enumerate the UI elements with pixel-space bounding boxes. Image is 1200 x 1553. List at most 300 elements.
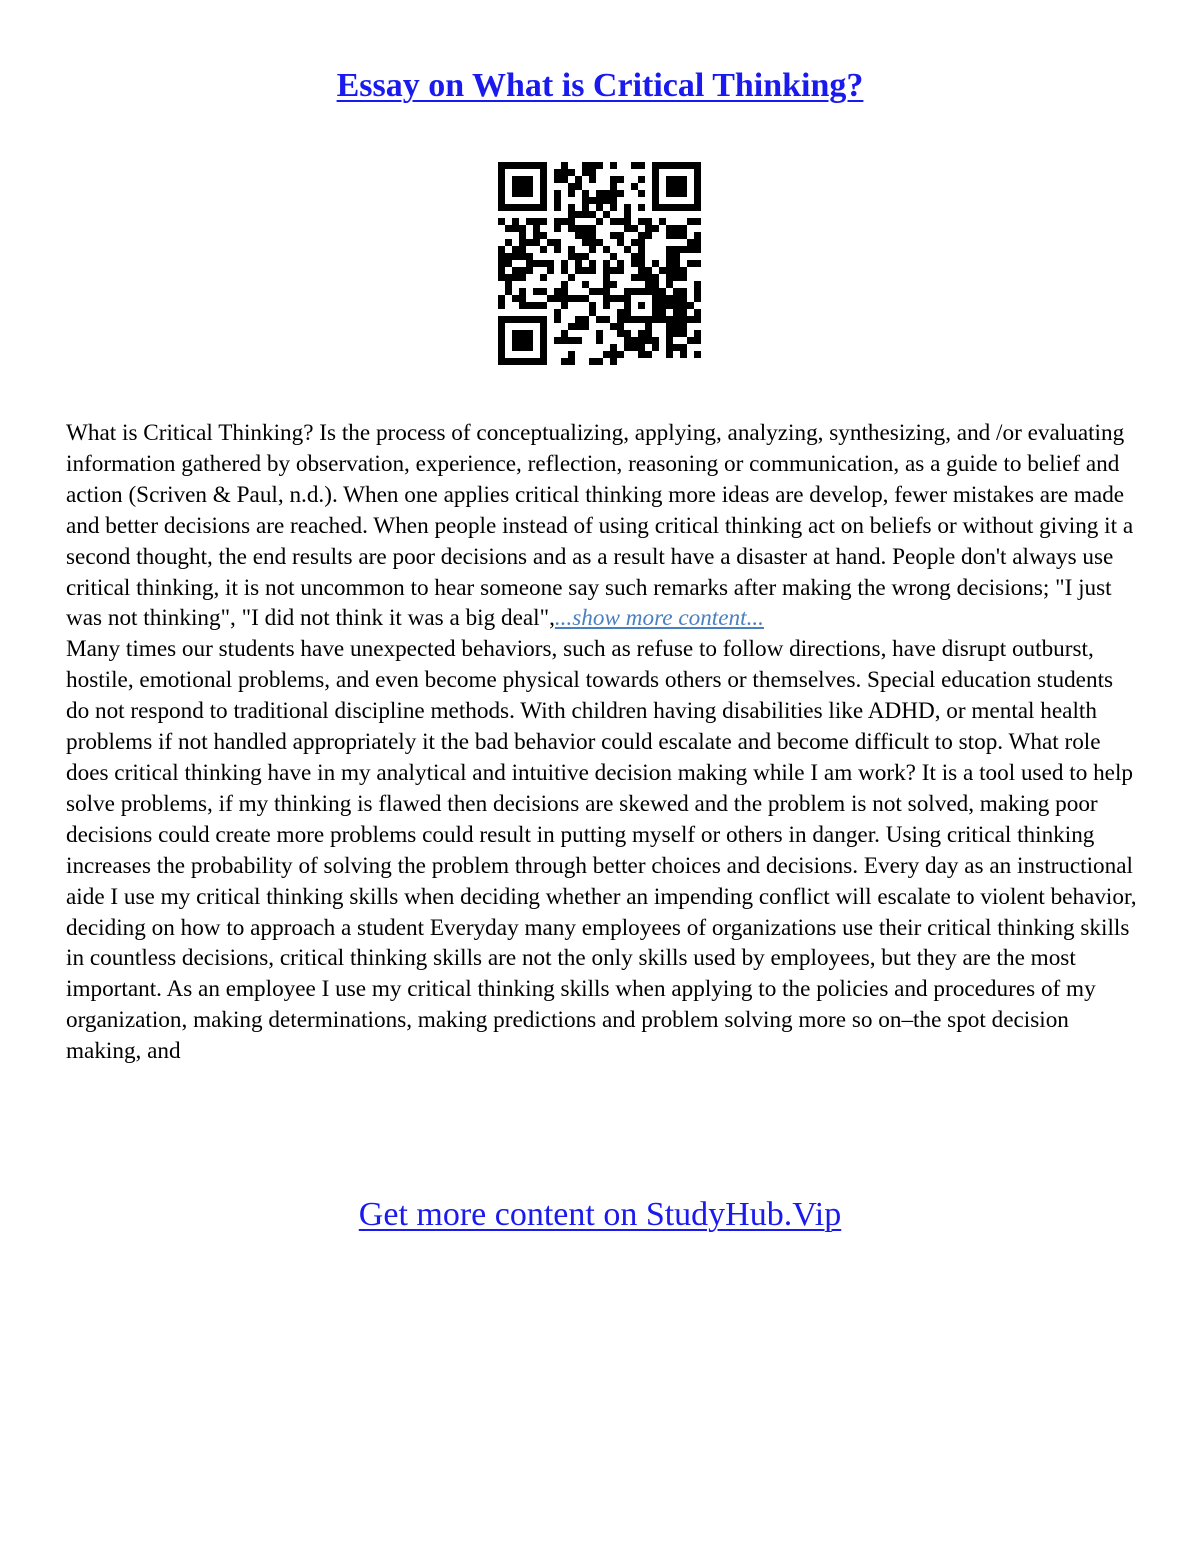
qr-module [673, 162, 680, 169]
qr-module [526, 344, 533, 351]
qr-module [519, 316, 526, 323]
qr-module [498, 330, 505, 337]
qr-module [512, 344, 519, 351]
qr-module [582, 295, 589, 302]
qr-module [673, 190, 680, 197]
qr-module [673, 330, 680, 337]
qr-module [666, 162, 673, 169]
qr-module [519, 162, 526, 169]
qr-module [680, 295, 687, 302]
qr-module [673, 316, 680, 323]
qr-module [554, 190, 561, 197]
qr-module [547, 267, 554, 274]
qr-module [638, 246, 645, 253]
qr-module [617, 267, 624, 274]
qr-module [582, 239, 589, 246]
qr-module [540, 204, 547, 211]
qr-module [596, 288, 603, 295]
qr-module [540, 344, 547, 351]
qr-module [666, 204, 673, 211]
qr-module [680, 183, 687, 190]
qr-module [533, 162, 540, 169]
qr-module [519, 358, 526, 365]
qr-module [540, 246, 547, 253]
qr-module [505, 316, 512, 323]
qr-module [645, 274, 652, 281]
qr-module [519, 204, 526, 211]
qr-module [540, 197, 547, 204]
qr-module [582, 204, 589, 211]
qr-module [568, 204, 575, 211]
qr-module [526, 183, 533, 190]
qr-module [659, 316, 666, 323]
qr-module [617, 232, 624, 239]
qr-module [610, 253, 617, 260]
qr-module [582, 169, 589, 176]
qr-module [624, 246, 631, 253]
qr-module [519, 253, 526, 260]
qr-module [680, 225, 687, 232]
qr-module [498, 267, 505, 274]
qr-module [659, 162, 666, 169]
qr-module [631, 239, 638, 246]
qr-module [638, 316, 645, 323]
qr-module [512, 225, 519, 232]
qr-module [666, 316, 673, 323]
qr-module [554, 176, 561, 183]
qr-module [666, 253, 673, 260]
qr-code-icon [498, 162, 701, 365]
qr-module [603, 190, 610, 197]
qr-module [596, 197, 603, 204]
qr-module [624, 211, 631, 218]
qr-module [680, 302, 687, 309]
qr-module [596, 337, 603, 344]
qr-module [526, 176, 533, 183]
qr-module [603, 211, 610, 218]
qr-module [673, 344, 680, 351]
qr-module [519, 267, 526, 274]
qr-module [498, 344, 505, 351]
qr-module [561, 176, 568, 183]
qr-module [694, 239, 701, 246]
qr-module [568, 253, 575, 260]
qr-module [512, 337, 519, 344]
qr-module [638, 232, 645, 239]
qr-module [624, 225, 631, 232]
qr-module [694, 232, 701, 239]
qr-module [533, 316, 540, 323]
qr-module [610, 323, 617, 330]
qr-module [498, 351, 505, 358]
qr-module [610, 295, 617, 302]
qr-module [512, 330, 519, 337]
qr-module [505, 204, 512, 211]
qr-module [631, 288, 638, 295]
qr-module [666, 267, 673, 274]
qr-module [512, 253, 519, 260]
qr-module [540, 337, 547, 344]
qr-module [498, 253, 505, 260]
qr-module [666, 337, 673, 344]
qr-module [526, 358, 533, 365]
qr-module [554, 295, 561, 302]
qr-module [694, 246, 701, 253]
qr-module [498, 183, 505, 190]
qr-module [526, 204, 533, 211]
title-link[interactable]: Essay on What is Critical Thinking? [336, 67, 864, 104]
qr-module [498, 204, 505, 211]
qr-module [673, 232, 680, 239]
qr-module [505, 253, 512, 260]
qr-module [617, 316, 624, 323]
qr-module [617, 330, 624, 337]
qr-module [596, 162, 603, 169]
qr-module [631, 337, 638, 344]
qr-module [624, 337, 631, 344]
qr-module [575, 232, 582, 239]
qr-module [610, 183, 617, 190]
qr-module [505, 274, 512, 281]
qr-module [540, 190, 547, 197]
qr-module [498, 358, 505, 365]
qr-module [561, 169, 568, 176]
qr-module [631, 162, 638, 169]
qr-module [596, 330, 603, 337]
qr-module [680, 162, 687, 169]
qr-module [589, 246, 596, 253]
qr-module [610, 190, 617, 197]
qr-module [673, 176, 680, 183]
qr-module [596, 204, 603, 211]
qr-module [666, 344, 673, 351]
qr-module [687, 337, 694, 344]
qr-module [659, 295, 666, 302]
essay-paragraph [66, 418, 1141, 634]
qr-module [652, 225, 659, 232]
qr-module [680, 344, 687, 351]
qr-module [673, 323, 680, 330]
qr-module [638, 302, 645, 309]
qr-module [540, 169, 547, 176]
qr-module [673, 246, 680, 253]
qr-module [533, 218, 540, 225]
qr-module [505, 239, 512, 246]
qr-module [694, 288, 701, 295]
qr-module [533, 302, 540, 309]
qr-module [680, 309, 687, 316]
qr-module [519, 274, 526, 281]
qr-module [624, 309, 631, 316]
qr-module [694, 183, 701, 190]
qr-module [694, 218, 701, 225]
qr-module [694, 351, 701, 358]
qr-module [519, 225, 526, 232]
qr-module [582, 253, 589, 260]
qr-module [645, 232, 652, 239]
qr-module [666, 274, 673, 281]
qr-module [610, 197, 617, 204]
qr-module [512, 162, 519, 169]
qr-module [659, 267, 666, 274]
qr-module [568, 246, 575, 253]
qr-module [610, 344, 617, 351]
qr-module [589, 260, 596, 267]
qr-module [652, 176, 659, 183]
show-more-link[interactable]: ...show more content... [554, 605, 764, 632]
qr-module [554, 246, 561, 253]
qr-module [554, 197, 561, 204]
qr-module [554, 225, 561, 232]
qr-module [694, 162, 701, 169]
qr-module [638, 190, 645, 197]
qr-module [631, 260, 638, 267]
qr-module [554, 316, 561, 323]
qr-module [568, 274, 575, 281]
qr-module [582, 225, 589, 232]
qr-module [652, 274, 659, 281]
qr-module [603, 351, 610, 358]
qr-module [540, 232, 547, 239]
qr-module [666, 330, 673, 337]
qr-module [645, 351, 652, 358]
qr-module [638, 351, 645, 358]
qr-module [498, 260, 505, 267]
qr-module [582, 211, 589, 218]
qr-module [568, 169, 575, 176]
qr-module [680, 323, 687, 330]
qr-module [624, 316, 631, 323]
qr-module [666, 351, 673, 358]
qr-module [519, 337, 526, 344]
qr-module [638, 239, 645, 246]
qr-module [540, 323, 547, 330]
qr-module [568, 323, 575, 330]
studyhub-link[interactable]: Get more content on StudyHub.Vip [358, 1196, 842, 1233]
qr-module [603, 295, 610, 302]
qr-module [575, 183, 582, 190]
qr-module [694, 295, 701, 302]
qr-module [526, 316, 533, 323]
qr-module [512, 316, 519, 323]
qr-module [526, 190, 533, 197]
qr-module [617, 323, 624, 330]
qr-module [652, 316, 659, 323]
qr-module [680, 232, 687, 239]
qr-module [589, 232, 596, 239]
qr-module [680, 288, 687, 295]
qr-module [498, 316, 505, 323]
qr-module [610, 162, 617, 169]
qr-module [561, 260, 568, 267]
qr-module [673, 204, 680, 211]
qr-module [589, 176, 596, 183]
qr-module [498, 302, 505, 309]
qr-module [596, 218, 603, 225]
qr-module [687, 204, 694, 211]
qr-module [589, 162, 596, 169]
qr-module [624, 204, 631, 211]
qr-module [652, 204, 659, 211]
qr-module [666, 323, 673, 330]
qr-module [638, 176, 645, 183]
qr-module [659, 309, 666, 316]
qr-module [624, 218, 631, 225]
qr-module [505, 162, 512, 169]
qr-module [589, 169, 596, 176]
qr-module [666, 190, 673, 197]
qr-module [575, 267, 582, 274]
qr-module [631, 253, 638, 260]
qr-module [498, 190, 505, 197]
qr-module [512, 183, 519, 190]
qr-module [561, 162, 568, 169]
qr-module [596, 358, 603, 365]
qr-module [554, 309, 561, 316]
qr-module [568, 337, 575, 344]
qr-module [687, 302, 694, 309]
qr-module [519, 302, 526, 309]
qr-module [505, 358, 512, 365]
qr-module [540, 351, 547, 358]
qr-module [624, 295, 631, 302]
qr-module [694, 169, 701, 176]
qr-module [603, 260, 610, 267]
qr-module [603, 316, 610, 323]
qr-module [575, 176, 582, 183]
qr-module [554, 218, 561, 225]
qr-module [589, 302, 596, 309]
qr-module [694, 281, 701, 288]
qr-module [638, 218, 645, 225]
qr-module [519, 232, 526, 239]
qr-module [589, 267, 596, 274]
qr-module [673, 288, 680, 295]
qr-module [589, 239, 596, 246]
qr-module [673, 225, 680, 232]
qr-module [603, 281, 610, 288]
qr-module [666, 281, 673, 288]
qr-module [547, 239, 554, 246]
qr-module [561, 358, 568, 365]
qr-module [512, 267, 519, 274]
qr-module [582, 162, 589, 169]
qr-module [526, 253, 533, 260]
qr-module [582, 323, 589, 330]
qr-module [547, 295, 554, 302]
qr-module [694, 260, 701, 267]
qr-module [652, 183, 659, 190]
qr-module [540, 260, 547, 267]
qr-module [624, 302, 631, 309]
qr-module [533, 239, 540, 246]
qr-module [526, 267, 533, 274]
qr-module [526, 162, 533, 169]
qr-module [617, 239, 624, 246]
qr-module [554, 337, 561, 344]
qr-module [554, 288, 561, 295]
qr-module [694, 176, 701, 183]
qr-module [638, 162, 645, 169]
qr-module [673, 267, 680, 274]
qr-module [589, 225, 596, 232]
qr-module [582, 281, 589, 288]
qr-module [687, 218, 694, 225]
qr-module [589, 358, 596, 365]
qr-module [680, 330, 687, 337]
qr-module [666, 260, 673, 267]
qr-module [638, 274, 645, 281]
paragraph-text: What is Critical Thinking? Is the process of conceptualizing, applying, analyzing, synthesizing, and /or evaluating information gathered by observation, experience, reflection, reasoning or communication, as a guide to belief and action (Scriven & Paul, n.d.). When one applies critical thinking more ideas are develop, fewer mistakes are made and better decisions are reached. When people instead of using critical thinking act on beliefs or without giving it a second thought, the end results are poor decisions and as a result have a disaster at hand. People don't always use critical thinking, it is not uncommon to hear someone say such remarks after making the wrong decisions; "I just was not thinking", "I did not think it was a big deal", [66, 420, 1134, 632]
qr-module [498, 162, 505, 169]
qr-module [512, 295, 519, 302]
qr-module [617, 295, 624, 302]
qr-module [645, 218, 652, 225]
qr-module [694, 316, 701, 323]
qr-module [582, 232, 589, 239]
qr-module [673, 302, 680, 309]
qr-module [533, 358, 540, 365]
qr-module [561, 288, 568, 295]
qr-module [666, 176, 673, 183]
qr-module [533, 225, 540, 232]
essay-body [66, 418, 1141, 1067]
qr-module [603, 274, 610, 281]
qr-module [519, 344, 526, 351]
qr-module [631, 274, 638, 281]
qr-module [575, 225, 582, 232]
qr-module [680, 176, 687, 183]
qr-module [680, 316, 687, 323]
qr-module [498, 169, 505, 176]
qr-module [582, 197, 589, 204]
qr-module [680, 274, 687, 281]
qr-module [652, 162, 659, 169]
qr-module [652, 344, 659, 351]
qr-module [617, 176, 624, 183]
qr-module [540, 302, 547, 309]
qr-module [533, 260, 540, 267]
qr-module [561, 302, 568, 309]
qr-module [568, 211, 575, 218]
qr-module [512, 246, 519, 253]
qr-module [652, 302, 659, 309]
qr-module [575, 337, 582, 344]
qr-module [575, 253, 582, 260]
qr-module [540, 162, 547, 169]
footer [0, 1193, 1200, 1237]
qr-module [575, 323, 582, 330]
qr-module [610, 358, 617, 365]
qr-module [638, 344, 645, 351]
qr-module [645, 288, 652, 295]
qr-module [526, 239, 533, 246]
qr-module [638, 330, 645, 337]
qr-module [659, 302, 666, 309]
qr-module [540, 218, 547, 225]
qr-module [540, 274, 547, 281]
qr-module [540, 176, 547, 183]
qr-module [687, 162, 694, 169]
qr-module [645, 323, 652, 330]
qr-module [645, 281, 652, 288]
qr-module [603, 197, 610, 204]
qr-module [631, 316, 638, 323]
qr-module [687, 246, 694, 253]
qr-module [533, 288, 540, 295]
qr-module [666, 295, 673, 302]
qr-module [673, 183, 680, 190]
